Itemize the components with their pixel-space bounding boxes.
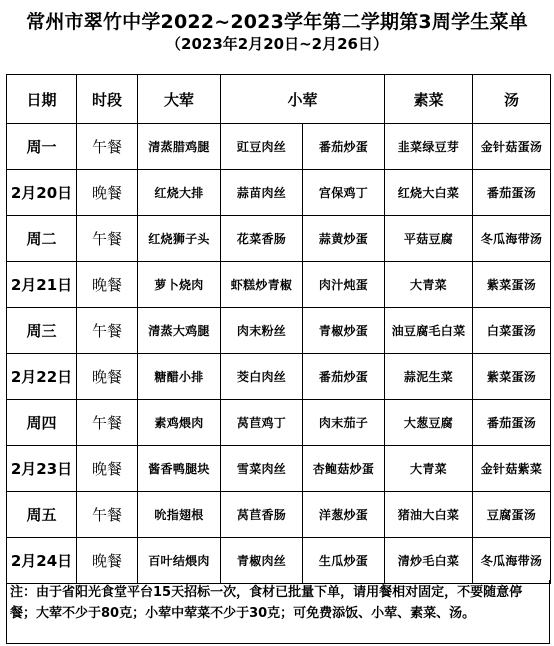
table-row (7, 262, 551, 308)
table-row (7, 308, 551, 354)
table-row (7, 492, 551, 538)
side-meat-2-cell: 肉汁炖蛋 (303, 262, 385, 308)
side-meat-2-cell: 蒜黄炒蛋 (303, 216, 385, 262)
side-meat-1-cell: 花菜香肠 (221, 216, 303, 262)
title-block (0, 0, 554, 74)
day-cell: 周二 (7, 216, 77, 262)
header-soup: 汤 (473, 75, 551, 124)
vegetable-cell: 大青菜 (385, 446, 473, 492)
side-meat-2-cell: 杏鲍菇炒蛋 (303, 446, 385, 492)
day-cell: 周四 (7, 400, 77, 446)
vegetable-cell: 韭菜绿豆芽 (385, 124, 473, 170)
table-row (7, 538, 551, 584)
side-meat-2-cell: 生瓜炒蛋 (303, 538, 385, 584)
soup-cell: 冬瓜海带汤 (473, 538, 551, 584)
meal-period-cell: 午餐 (77, 492, 138, 538)
menu-table (6, 74, 551, 584)
table-row (7, 354, 551, 400)
meal-period-cell: 晚餐 (77, 170, 138, 216)
soup-cell: 豆腐蛋汤 (473, 492, 551, 538)
day-cell: 2月23日 (7, 446, 77, 492)
soup-cell: 紫菜蛋汤 (473, 354, 551, 400)
date-range-subtitle: （2023年2月20日~2月26日） (166, 35, 388, 53)
side-meat-1-cell: 茭白肉丝 (221, 354, 303, 400)
meal-period-cell: 午餐 (77, 124, 138, 170)
vegetable-cell: 平菇豆腐 (385, 216, 473, 262)
vegetable-cell: 大青菜 (385, 262, 473, 308)
side-meat-1-cell: 莴苣鸡丁 (221, 400, 303, 446)
side-meat-2-cell: 番茄炒蛋 (303, 124, 385, 170)
day-cell: 2月22日 (7, 354, 77, 400)
soup-cell: 白菜蛋汤 (473, 308, 551, 354)
soup-cell: 冬瓜海带汤 (473, 216, 551, 262)
side-meat-1-cell: 豇豆肉丝 (221, 124, 303, 170)
side-meat-1-cell: 雪菜肉丝 (221, 446, 303, 492)
header-main-meat: 大荤 (138, 75, 221, 124)
table-row (7, 124, 551, 170)
main-meat-cell: 红烧狮子头 (138, 216, 221, 262)
table-row (7, 216, 551, 262)
main-meat-cell: 素鸡煨肉 (138, 400, 221, 446)
side-meat-2-cell: 番茄炒蛋 (303, 354, 385, 400)
table-row (7, 170, 551, 216)
day-cell: 周一 (7, 124, 77, 170)
soup-cell: 紫菜蛋汤 (473, 262, 551, 308)
soup-cell: 番茄蛋汤 (473, 170, 551, 216)
day-cell: 2月21日 (7, 262, 77, 308)
vegetable-cell: 大葱豆腐 (385, 400, 473, 446)
side-meat-2-cell: 青椒炒蛋 (303, 308, 385, 354)
meal-period-cell: 午餐 (77, 308, 138, 354)
main-meat-cell: 吮指翅根 (138, 492, 221, 538)
menu-body (7, 124, 551, 584)
main-meat-cell: 萝卜烧肉 (138, 262, 221, 308)
side-meat-1-cell: 蒜苗肉丝 (221, 170, 303, 216)
vegetable-cell: 猪油大白菜 (385, 492, 473, 538)
main-meat-cell: 百叶结煨肉 (138, 538, 221, 584)
vegetable-cell: 蒜泥生菜 (385, 354, 473, 400)
side-meat-1-cell: 青椒肉丝 (221, 538, 303, 584)
main-meat-cell: 清蒸腊鸡腿 (138, 124, 221, 170)
day-cell: 2月24日 (7, 538, 77, 584)
page-title: 常州市翠竹中学2022~2023学年第二学期第3周学生菜单 (26, 11, 528, 33)
side-meat-1-cell: 肉末粉丝 (221, 308, 303, 354)
soup-cell: 金针菇紫菜 (473, 446, 551, 492)
day-cell: 周五 (7, 492, 77, 538)
meal-period-cell: 晚餐 (77, 446, 138, 492)
meal-period-cell: 午餐 (77, 216, 138, 262)
footnote: 注：由于省阳光食堂平台15天招标一次，食材已批量下单，请用餐相对固定，不要随意停餐；大荤不少于80克；小荤中荤菜不少于30克；可免费添饭、小荤、素菜、汤。 (6, 580, 550, 644)
soup-cell: 金针菇蛋汤 (473, 124, 551, 170)
table-row (7, 400, 551, 446)
meal-period-cell: 午餐 (77, 400, 138, 446)
vegetable-cell: 红烧大白菜 (385, 170, 473, 216)
meal-period-cell: 晚餐 (77, 538, 138, 584)
vegetable-cell: 清炒毛白菜 (385, 538, 473, 584)
header-side-meat: 小荤 (221, 75, 385, 124)
main-meat-cell: 酱香鸭腿块 (138, 446, 221, 492)
vegetable-cell: 油豆腐毛白菜 (385, 308, 473, 354)
meal-period-cell: 晚餐 (77, 262, 138, 308)
side-meat-1-cell: 虾糕炒青椒 (221, 262, 303, 308)
day-cell: 2月20日 (7, 170, 77, 216)
side-meat-2-cell: 洋葱炒蛋 (303, 492, 385, 538)
day-cell: 周三 (7, 308, 77, 354)
header-row (7, 75, 551, 124)
main-meat-cell: 糖醋小排 (138, 354, 221, 400)
header-vegetable: 素菜 (385, 75, 473, 124)
side-meat-2-cell: 宫保鸡丁 (303, 170, 385, 216)
meal-period-cell: 晚餐 (77, 354, 138, 400)
side-meat-1-cell: 莴苣香肠 (221, 492, 303, 538)
table-row (7, 446, 551, 492)
soup-cell: 番茄蛋汤 (473, 400, 551, 446)
main-meat-cell: 红烧大排 (138, 170, 221, 216)
header-date: 日期 (7, 75, 77, 124)
side-meat-2-cell: 肉末茄子 (303, 400, 385, 446)
header-period: 时段 (77, 75, 138, 124)
main-meat-cell: 清蒸大鸡腿 (138, 308, 221, 354)
